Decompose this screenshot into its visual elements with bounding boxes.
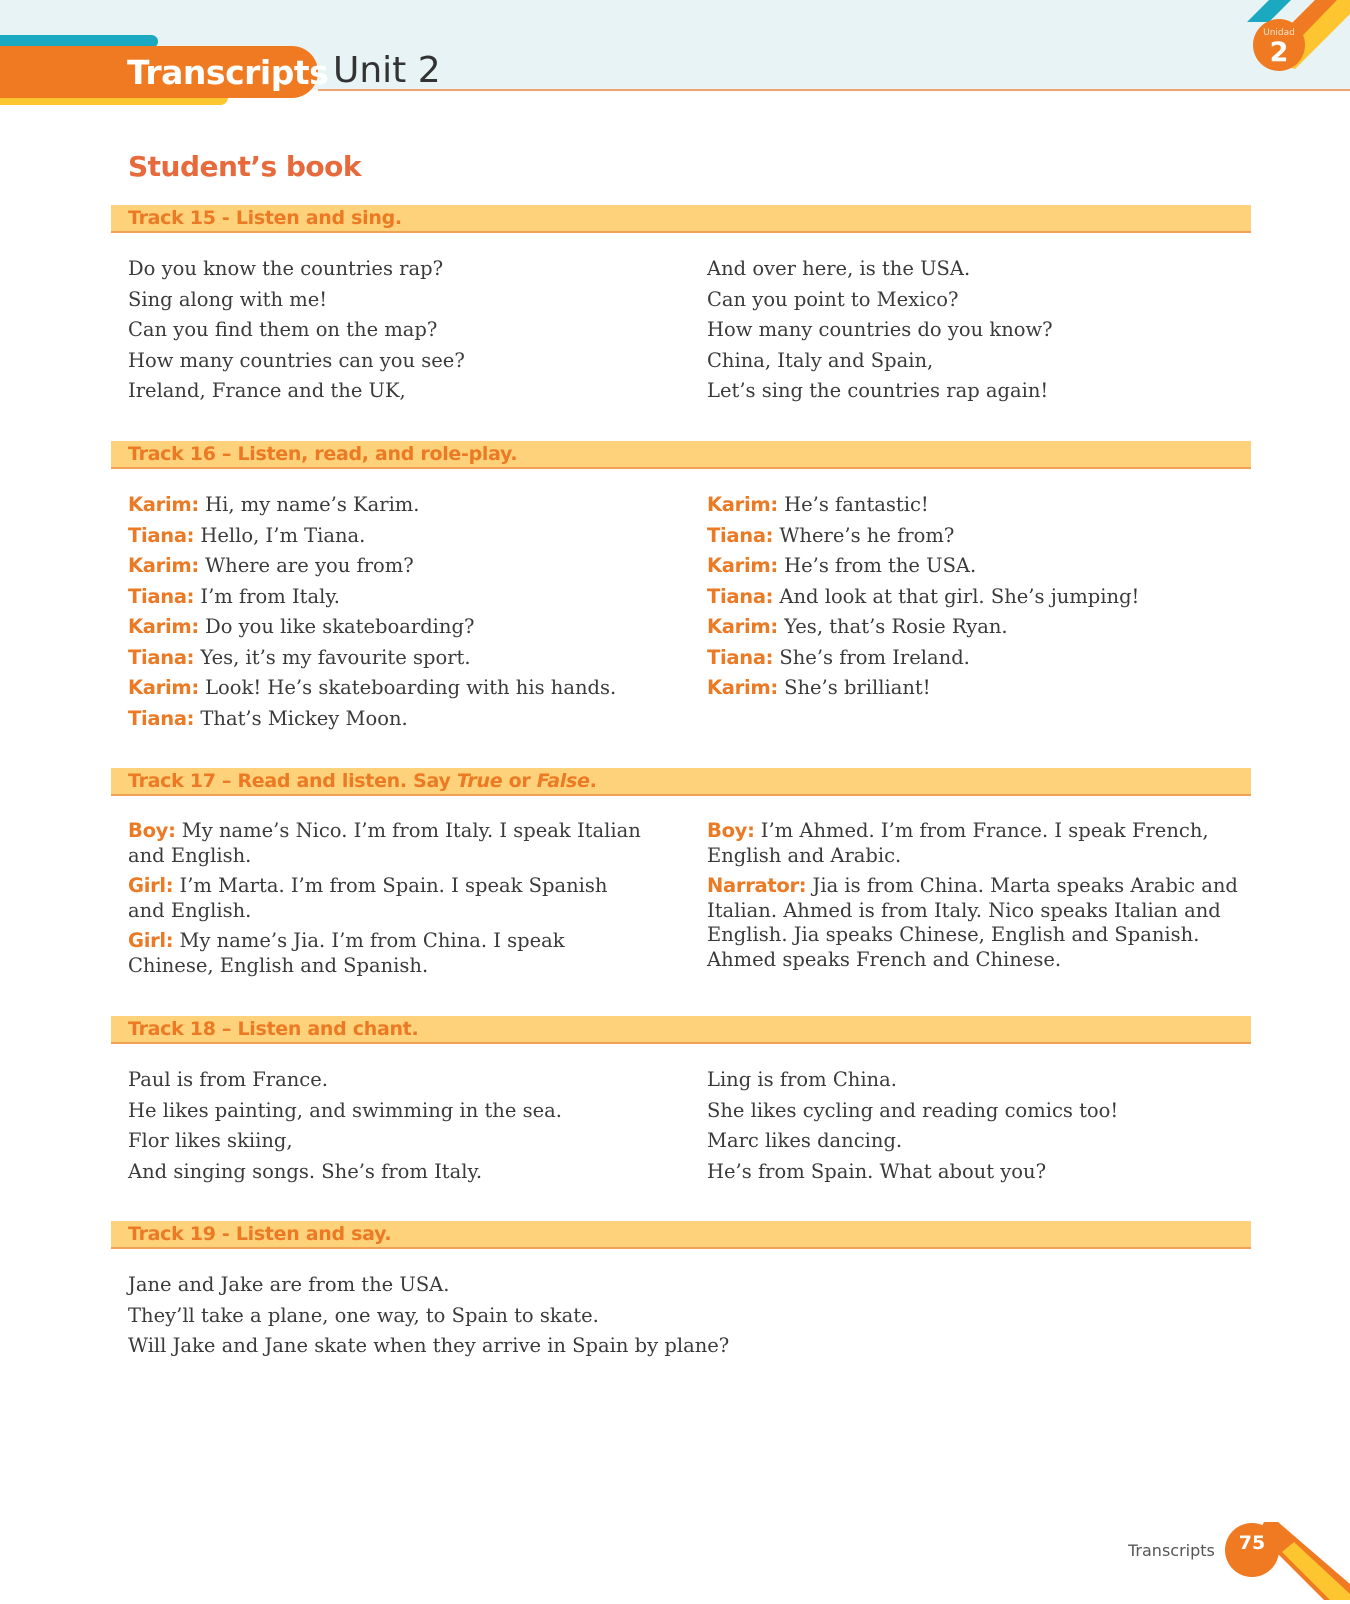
dialogue-line	[128, 929, 648, 978]
header-rule	[318, 89, 1350, 91]
dialogue-text: That’s Mickey Moon.	[194, 706, 408, 730]
track-17-title	[128, 770, 597, 792]
speaker-name: Narrator:	[707, 874, 807, 897]
track-18-header	[111, 1016, 1251, 1044]
speaker-name: Tiana:	[707, 645, 774, 669]
speaker-name: Karim:	[707, 493, 778, 516]
track-16-left-column	[128, 490, 668, 734]
dialogue-line	[128, 673, 668, 704]
unit-badge-label: Unidad	[1263, 28, 1295, 38]
speaker-name: Karim:	[128, 676, 199, 699]
dialogue-line	[707, 819, 1247, 868]
dialogue-line	[128, 704, 668, 735]
dialogue-text: Hi, my name’s Karim.	[198, 493, 420, 516]
speaker-name: Boy:	[707, 819, 755, 842]
dialogue-text: Yes, that’s Rosie Ryan.	[777, 615, 1008, 638]
dialogue-line	[128, 612, 668, 643]
speaker-name: Karim:	[707, 676, 778, 699]
track-16-right-column	[707, 490, 1247, 704]
lyric-line: Marc likes dancing.	[707, 1129, 903, 1152]
unit-badge	[1225, 0, 1350, 80]
track-15-header	[111, 205, 1251, 233]
section-title: Student’s book	[128, 150, 362, 183]
dialogue-line	[707, 551, 1247, 582]
lyric-line: Ling is from China.	[707, 1068, 897, 1091]
dialogue-line	[128, 582, 668, 613]
speaker-name: Karim:	[128, 615, 199, 638]
track-15-title: Track 15 - Listen and sing.	[128, 207, 402, 229]
dialogue-line	[707, 490, 1247, 521]
dialogue-text: She’s from Ireland.	[773, 645, 970, 669]
track-17-left-column	[128, 819, 648, 984]
page-title: Transcripts	[127, 52, 329, 92]
title-pill	[0, 46, 329, 98]
track-15-right-column	[707, 254, 1247, 407]
lyric-line: Jane and Jake are from the USA.	[128, 1273, 450, 1296]
speaker-name: Boy:	[128, 819, 176, 842]
speaker-name: Tiana:	[707, 523, 774, 547]
dialogue-line	[707, 643, 1247, 674]
track-19-header	[111, 1221, 1251, 1249]
track-18-title: Track 18 – Listen and chant.	[128, 1018, 419, 1040]
dialogue-text: Where are you from?	[198, 554, 414, 577]
lyric-line: They’ll take a plane, one way, to Spain to skate.	[128, 1303, 599, 1327]
lyric-line: He likes painting, and swimming in the sea.	[128, 1098, 562, 1122]
lyric-line: Can you find them on the map?	[128, 318, 438, 341]
lyric-line: Will Jake and Jane skate when they arrive in Spain by plane?	[128, 1334, 730, 1357]
lyric-line: Flor likes skiing,	[128, 1129, 293, 1152]
track-17-right-column	[707, 819, 1247, 978]
lyric-line: How many countries can you see?	[128, 348, 465, 372]
lyric-line: Do you know the countries rap?	[128, 257, 444, 280]
dialogue-text: My name’s Nico. I’m from Italy. I speak Italian and English.	[128, 819, 641, 867]
lyric-line: And singing songs. She’s from Italy.	[128, 1159, 483, 1183]
dialogue-line	[128, 551, 668, 582]
dialogue-line	[707, 874, 1247, 972]
speaker-name: Karim:	[128, 493, 199, 516]
dialogue-line	[128, 643, 668, 674]
dialogue-line	[707, 582, 1247, 613]
speaker-name: Karim:	[707, 615, 778, 638]
dialogue-line	[128, 874, 648, 923]
dialogue-text: Yes, it’s my favourite sport.	[194, 645, 471, 669]
track-17-title-part: .	[589, 770, 597, 792]
dialogue-text: He’s fantastic!	[777, 493, 929, 516]
track-17-title-part: or	[502, 770, 537, 792]
track-15-left-column	[128, 254, 668, 407]
lyric-line: Paul is from France.	[128, 1068, 328, 1091]
speaker-name: Tiana:	[128, 523, 195, 547]
dialogue-line	[128, 490, 668, 521]
track-16-header	[111, 441, 1251, 469]
track-17-header	[111, 768, 1251, 796]
dialogue-line	[707, 673, 1247, 704]
track-19-title: Track 19 - Listen and say.	[128, 1223, 392, 1245]
lyric-line: And over here, is the USA.	[707, 257, 971, 280]
dialogue-text: I’m Ahmed. I’m from France. I speak French, English and Arabic.	[707, 819, 1209, 867]
dialogue-line	[128, 819, 648, 868]
track-18-right-column	[707, 1065, 1247, 1187]
page-number-badge	[1224, 1522, 1350, 1600]
lyric-line: China, Italy and Spain,	[707, 348, 934, 372]
unit-title: Unit 2	[333, 50, 441, 91]
track-17-title-false: False	[536, 770, 590, 792]
dialogue-text: He’s from the USA.	[777, 554, 977, 577]
dialogue-text: My name’s Jia. I’m from China. I speak Chinese, English and Spanish.	[128, 929, 565, 977]
speaker-name: Tiana:	[128, 645, 195, 669]
dialogue-line	[707, 612, 1247, 643]
dialogue-line	[707, 521, 1247, 552]
speaker-name: Girl:	[128, 874, 174, 897]
dialogue-text: I’m from Italy.	[194, 584, 340, 608]
speaker-name: Tiana:	[128, 584, 195, 608]
lyric-line: Ireland, France and the UK,	[128, 379, 406, 402]
lyric-line: Let’s sing the countries rap again!	[707, 379, 1049, 402]
speaker-name: Girl:	[128, 929, 174, 952]
track-17-title-true: True	[456, 770, 503, 792]
dialogue-text: I’m Marta. I’m from Spain. I speak Spanish and English.	[128, 874, 608, 922]
track-16-title: Track 16 – Listen, read, and role-play.	[128, 443, 518, 465]
track-19-left-column	[128, 1270, 1028, 1362]
track-18-left-column	[128, 1065, 668, 1187]
unit-badge-number: 2	[1269, 37, 1289, 68]
speaker-name: Karim:	[128, 554, 199, 577]
dialogue-text: Jia is from China. Marta speaks Arabic and Italian. Ahmed is from Italy. Nico speaks Italian and English. Jia speaks Chinese, English and Spanish. Ahmed speaks French and Chinese.	[707, 874, 1238, 971]
lyric-line: Sing along with me!	[128, 287, 328, 311]
speaker-name: Tiana:	[128, 706, 195, 730]
page-number: 75	[1238, 1532, 1266, 1554]
dialogue-line	[128, 521, 668, 552]
dialogue-text: Look! He’s skateboarding with his hands.	[198, 676, 617, 699]
track-17-title-part: Track 17 – Read and listen. Say	[128, 770, 457, 792]
lyric-line: How many countries do you know?	[707, 318, 1053, 341]
dialogue-text: She’s brilliant!	[777, 676, 931, 699]
lyric-line: Can you point to Mexico?	[707, 287, 959, 311]
footer-label: Transcripts	[1128, 1541, 1215, 1560]
lyric-line: He’s from Spain. What about you?	[707, 1159, 1047, 1183]
lyric-line: She likes cycling and reading comics too!	[707, 1098, 1119, 1122]
dialogue-text: And look at that girl. She’s jumping!	[773, 584, 1140, 608]
dialogue-text: Hello, I’m Tiana.	[194, 523, 366, 547]
dialogue-text: Where’s he from?	[773, 523, 955, 547]
speaker-name: Tiana:	[707, 584, 774, 608]
dialogue-text: Do you like skateboarding?	[198, 615, 475, 638]
speaker-name: Karim:	[707, 554, 778, 577]
